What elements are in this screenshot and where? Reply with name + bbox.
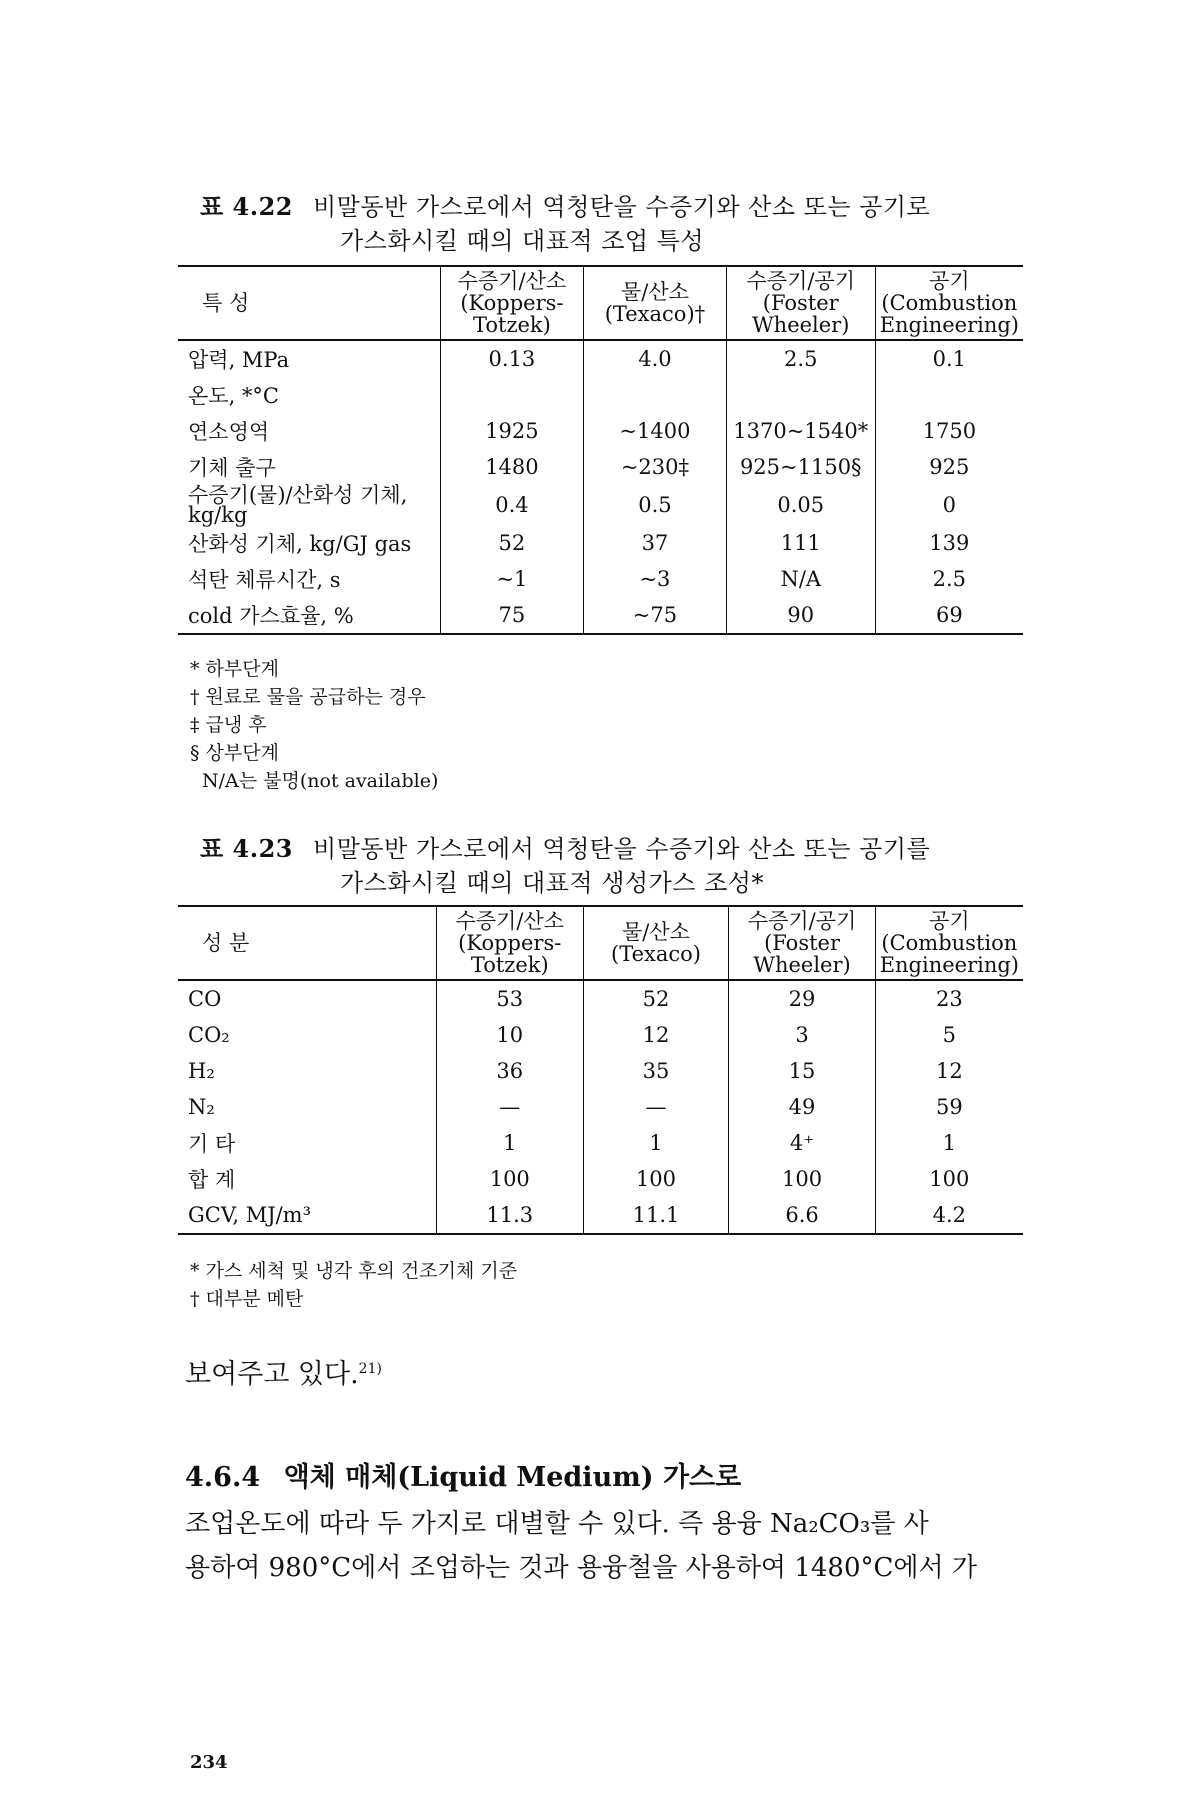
header-line: Totzek): [472, 313, 551, 337]
cell: N/A: [726, 561, 875, 597]
footnote: * 가스 세척 및 냉각 후의 건조기체 기준: [190, 1260, 518, 1282]
cell: 37: [584, 525, 727, 561]
footnote: † 원료로 물을 공급하는 경우: [190, 686, 426, 708]
table-row: [178, 377, 1023, 413]
row-label: 압력, MPa: [188, 348, 290, 372]
citation-ref: 21): [358, 1361, 382, 1377]
cell: 1750: [875, 413, 1023, 449]
header-line: (Texaco): [611, 942, 701, 966]
cell: 0.13: [440, 340, 583, 377]
cell: [440, 377, 583, 413]
page-number: 234: [190, 1752, 228, 1773]
table1: [178, 265, 1023, 635]
footnote: N/A는 불명(not available): [202, 770, 439, 792]
cell: 5: [875, 1017, 1023, 1053]
cell: 1925: [440, 413, 583, 449]
section-heading: [185, 1455, 1035, 1494]
cell: 52: [583, 980, 729, 1017]
header-line: 수증기/공기: [746, 269, 856, 293]
cell: 100: [875, 1161, 1023, 1197]
table1-header-combustion-engineering: [875, 266, 1023, 340]
cell: 53: [436, 980, 583, 1017]
row-label: 연소영역: [188, 420, 270, 444]
table2: [178, 905, 1023, 1235]
table2-caption: [200, 832, 1020, 900]
table-row: [178, 597, 1023, 634]
cell: 11.3: [436, 1197, 583, 1234]
table-row: [178, 1017, 1023, 1053]
table2-title-line1: 비말동반 가스로에서 역청탄을 수증기와 산소 또는 공기를: [313, 835, 931, 863]
cell: 35: [583, 1053, 729, 1089]
table2-title-line2: 가스화시킬 때의 대표적 생성가스 조성*: [340, 869, 764, 897]
footnote: † 대부분 메탄: [190, 1288, 304, 1310]
header-line: (Combustion: [881, 291, 1018, 315]
row-label: CO: [188, 987, 222, 1011]
cell: 12: [583, 1017, 729, 1053]
cell: [584, 377, 727, 413]
cell: —: [436, 1089, 583, 1125]
row-label: 기 타: [188, 1132, 236, 1156]
row-label: 기체 출구: [188, 456, 276, 480]
cell: 0.05: [726, 485, 875, 525]
cell: 100: [436, 1161, 583, 1197]
header-line: Wheeler): [753, 953, 851, 977]
cell: 100: [583, 1161, 729, 1197]
header-line: 수증기/공기: [747, 909, 857, 933]
header-line: Engineering): [879, 313, 1019, 337]
table1-number: 표 4.22: [200, 192, 293, 221]
header-line: (Combustion: [881, 931, 1018, 955]
cell: 1: [875, 1125, 1023, 1161]
cell: 111: [726, 525, 875, 561]
row-label: H₂: [188, 1059, 215, 1083]
table1-header-row: [178, 266, 1023, 340]
table1-footnotes: [190, 655, 438, 795]
header-line: 물/산소: [620, 280, 689, 304]
table1-caption: [200, 190, 1020, 258]
cell: 12: [875, 1053, 1023, 1089]
row-label: 산화성 기체, kg/GJ gas: [188, 532, 412, 556]
table-row: [178, 485, 1023, 525]
body-fragment-text: 보여주고 있다.: [185, 1359, 359, 1390]
table-row: [178, 561, 1023, 597]
table-row: [178, 1089, 1023, 1125]
cell: 1370~1540*: [726, 413, 875, 449]
cell: [726, 377, 875, 413]
paragraph-line: 용하여 980°C에서 조업하는 것과 용융철을 사용하여 1480°C에서 가: [185, 1553, 977, 1583]
table1-header-koppers: [440, 266, 583, 340]
table1-header-foster-wheeler: [726, 266, 875, 340]
table1-title-line1: 비말동반 가스로에서 역청탄을 수증기와 산소 또는 공기로: [313, 193, 931, 221]
cell: 6.6: [729, 1197, 875, 1234]
table2-header-component: 성 분: [202, 931, 250, 955]
footnote: ‡ 급냉 후: [190, 714, 267, 736]
cell: 925: [875, 449, 1023, 485]
cell: 0.4: [440, 485, 583, 525]
cell: 1: [436, 1125, 583, 1161]
table-row: [178, 1197, 1023, 1234]
header-line: Totzek): [470, 953, 549, 977]
footnote: * 하부단계: [190, 658, 279, 680]
cell: ~75: [584, 597, 727, 634]
table-row: [178, 1053, 1023, 1089]
cell: 1: [583, 1125, 729, 1161]
body-fragment: [185, 1352, 1035, 1391]
cell: 0: [875, 485, 1023, 525]
cell: 29: [729, 980, 875, 1017]
table2-header-texaco: [583, 906, 729, 980]
footnote: § 상부단계: [190, 742, 279, 764]
cell: [875, 377, 1023, 413]
cell: 52: [440, 525, 583, 561]
header-line: (Foster: [762, 291, 839, 315]
body-paragraph: [185, 1502, 1035, 1590]
cell: 90: [726, 597, 875, 634]
section-title: 액체 매체(Liquid Medium) 가스로: [283, 1462, 742, 1493]
cell: ~1: [440, 561, 583, 597]
table-row: [178, 980, 1023, 1017]
table-row: [178, 413, 1023, 449]
header-line: (Foster: [764, 931, 841, 955]
cell: 2.5: [726, 340, 875, 377]
table-row: [178, 525, 1023, 561]
header-line: 수증기/산소: [457, 269, 567, 293]
header-line: (Koppers-: [460, 291, 564, 315]
cell: 36: [436, 1053, 583, 1089]
cell: 4.0: [584, 340, 727, 377]
cell: ~3: [584, 561, 727, 597]
row-label: 수증기(물)/산화성 기체, kg/kg: [188, 483, 408, 527]
table2-number: 표 4.23: [200, 834, 293, 863]
table2-header-row: [178, 906, 1023, 980]
cell: 2.5: [875, 561, 1023, 597]
table1-header-texaco: [584, 266, 727, 340]
cell: 1480: [440, 449, 583, 485]
cell: 11.1: [583, 1197, 729, 1234]
paragraph-line: 조업온도에 따라 두 가지로 대별할 수 있다. 즉 용융 Na₂CO₃를 사: [185, 1509, 929, 1539]
table1-header-characteristic: 특 성: [202, 291, 250, 315]
section-number: 4.6.4: [185, 1462, 261, 1493]
table2-header-koppers: [436, 906, 583, 980]
cell: 23: [875, 980, 1023, 1017]
table2-header-foster-wheeler: [729, 906, 875, 980]
row-label: CO₂: [188, 1023, 230, 1047]
cell: 925~1150§: [726, 449, 875, 485]
cell: ~230‡: [584, 449, 727, 485]
cell: ~1400: [584, 413, 727, 449]
row-label: GCV, MJ/m³: [188, 1203, 312, 1227]
cell: 4⁺: [729, 1125, 875, 1161]
row-label: 온도, *°C: [188, 384, 279, 408]
header-line: 수증기/산소: [455, 909, 564, 933]
cell: 69: [875, 597, 1023, 634]
cell: 3: [729, 1017, 875, 1053]
cell: 49: [729, 1089, 875, 1125]
header-line: 물/산소: [622, 920, 690, 944]
header-line: Engineering): [879, 953, 1019, 977]
cell: 59: [875, 1089, 1023, 1125]
cell: 139: [875, 525, 1023, 561]
row-label: N₂: [188, 1095, 215, 1119]
header-line: Wheeler): [752, 313, 850, 337]
header-line: 공기: [929, 269, 970, 293]
row-label: 합 계: [188, 1168, 236, 1192]
table-row: [178, 449, 1023, 485]
cell: 10: [436, 1017, 583, 1053]
table2-header-combustion-engineering: [875, 906, 1023, 980]
cell: —: [583, 1089, 729, 1125]
cell: 4.2: [875, 1197, 1023, 1234]
row-label: cold 가스효율, %: [188, 604, 354, 628]
table1-title-line2: 가스화시킬 때의 대표적 조업 특성: [340, 227, 705, 255]
cell: 15: [729, 1053, 875, 1089]
header-line: (Koppers-: [458, 931, 562, 955]
header-line: (Texaco)†: [604, 302, 706, 326]
row-label: 석탄 체류시간, s: [188, 568, 341, 592]
header-line: 공기: [929, 909, 970, 933]
cell: 0.1: [875, 340, 1023, 377]
table-row: [178, 1125, 1023, 1161]
table-row: [178, 1161, 1023, 1197]
table-row: [178, 340, 1023, 377]
table2-footnotes: [190, 1257, 517, 1313]
cell: 75: [440, 597, 583, 634]
cell: 0.5: [584, 485, 727, 525]
cell: 100: [729, 1161, 875, 1197]
